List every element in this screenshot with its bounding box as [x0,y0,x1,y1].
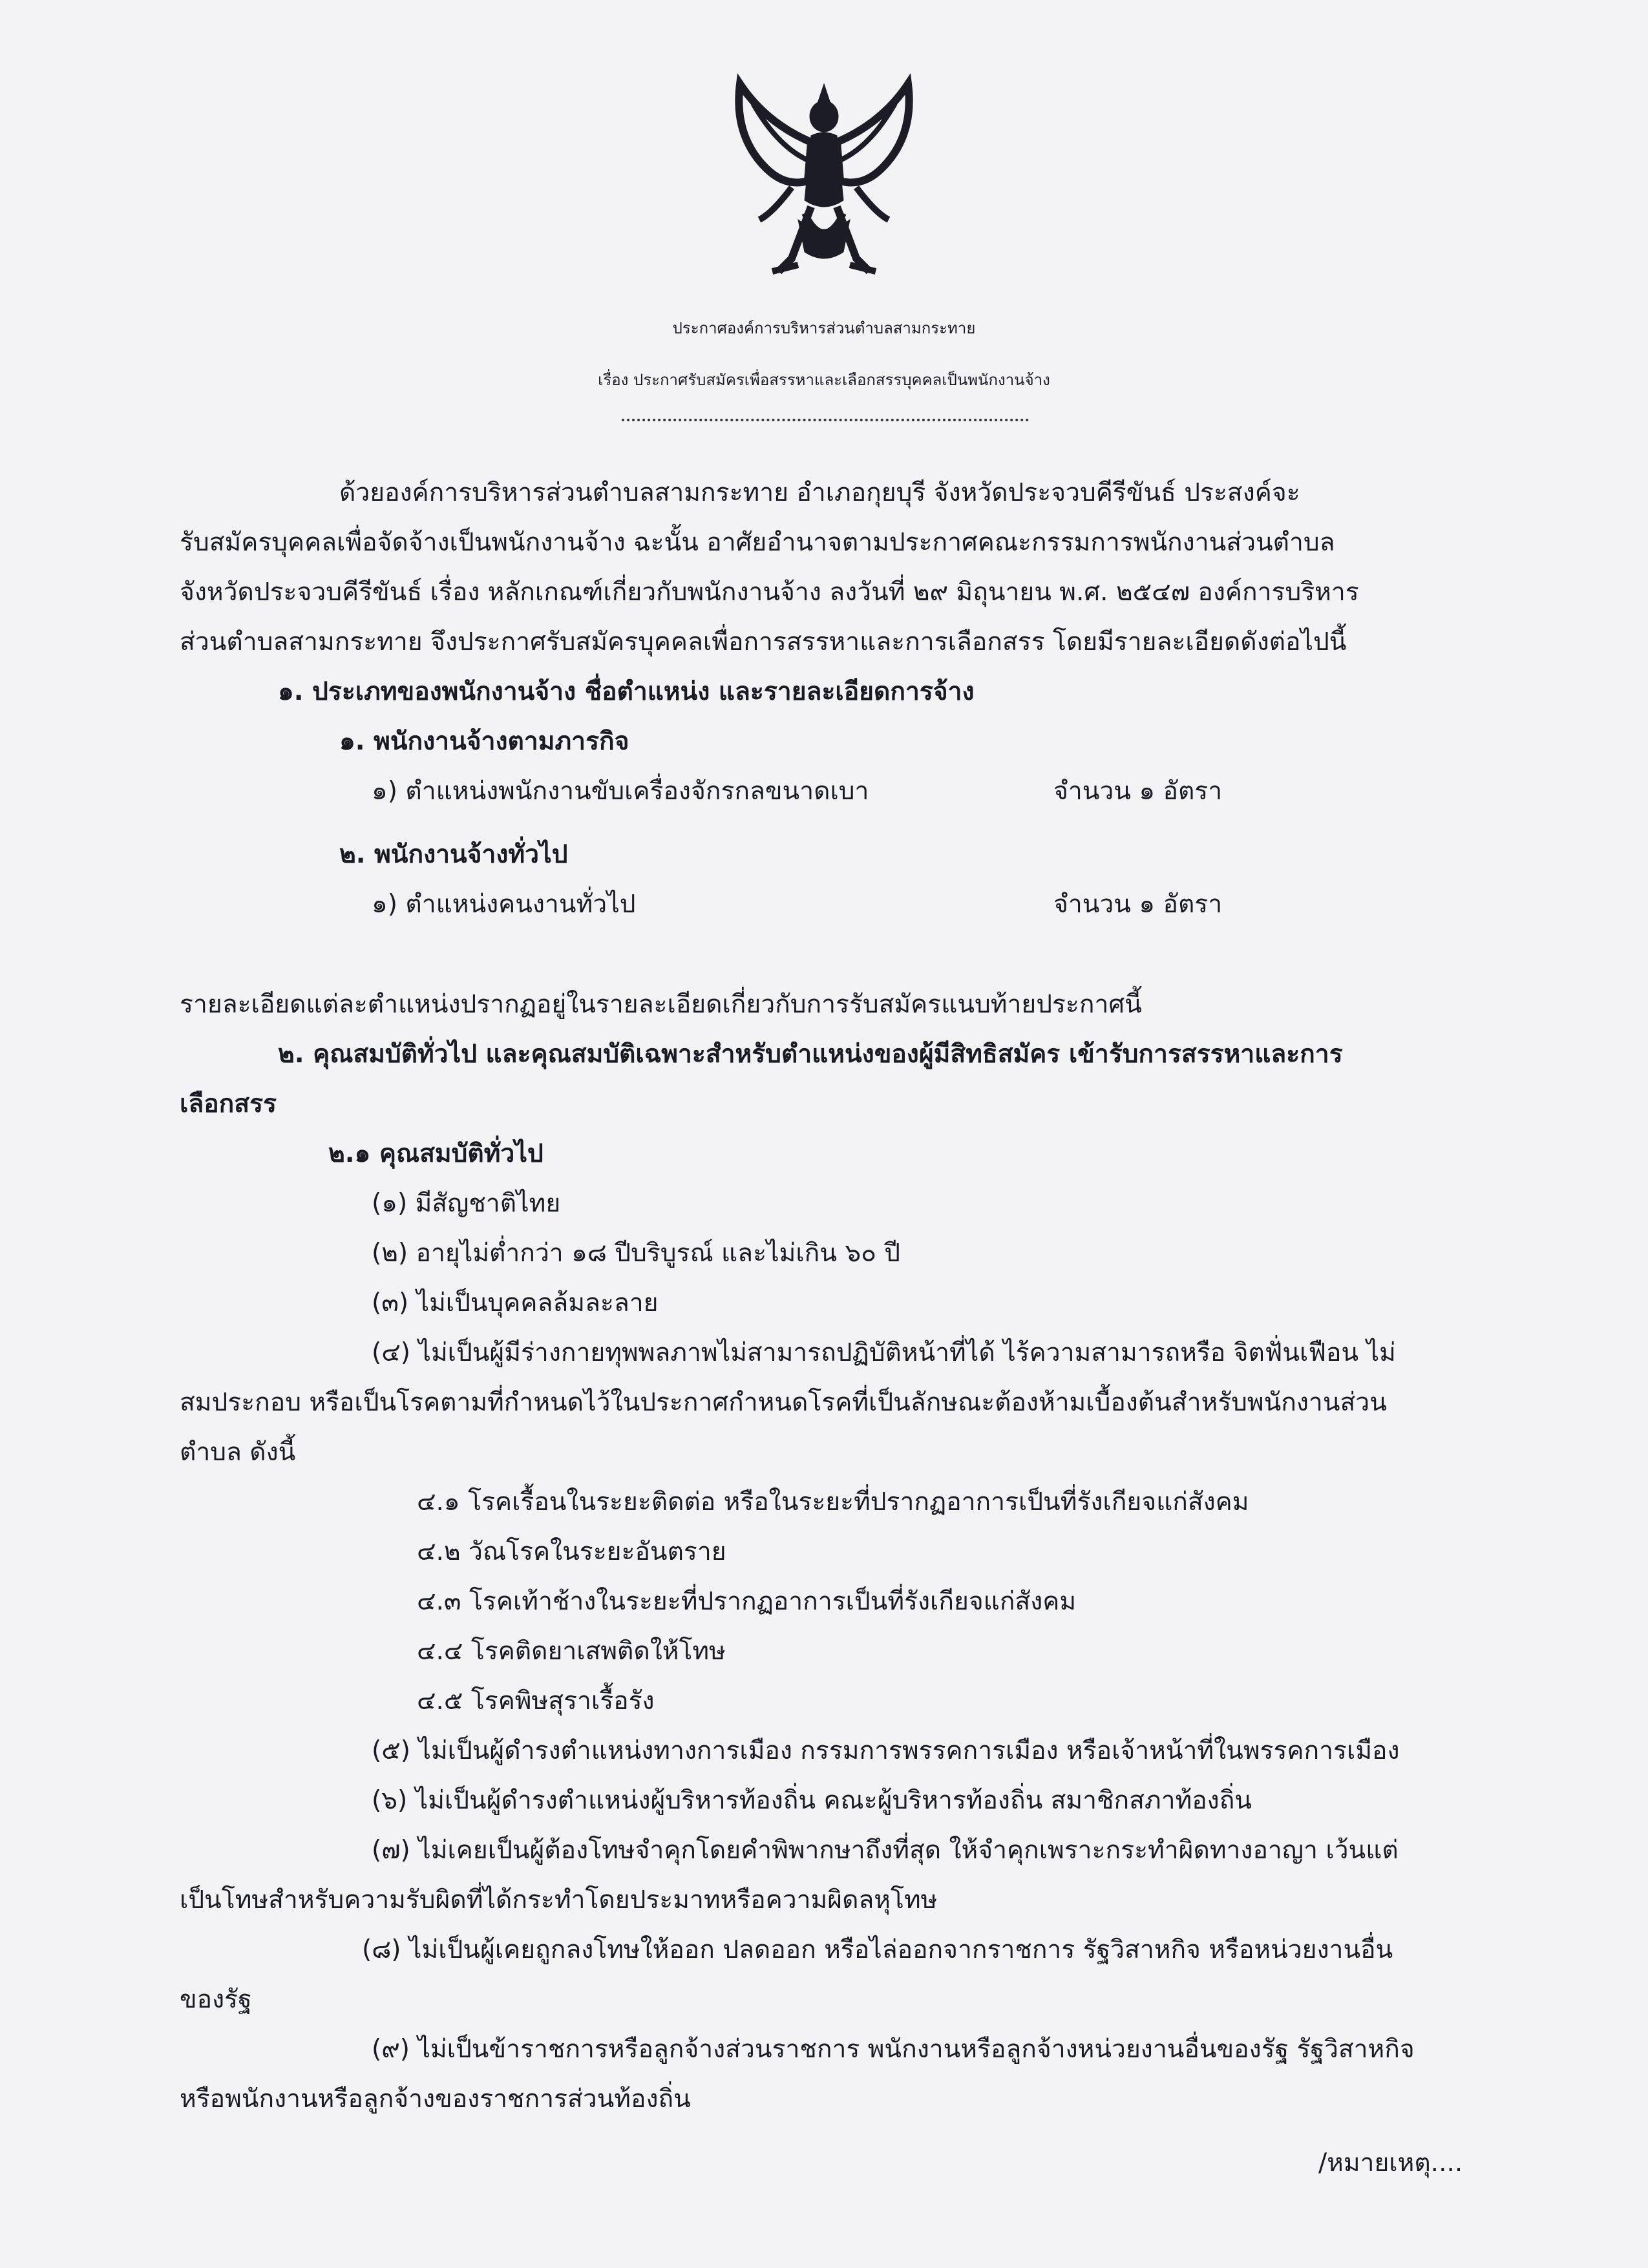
qualification-7-line2: เป็นโทษสำหรับความรับผิดที่ได้กระทำโดยประมาทหรือความผิดลหุโทษ [180,1885,938,1915]
qualification-7-line1: (๗) ไม่เคยเป็นผู้ต้องโทษจำคุกโดยคำพิพากษาถึงที่สุด ให้จำคุกเพราะกระทำผิดทางอาญา เว้นแต่ [372,1836,1399,1865]
continuation-note: /หมายเหตุ.... [1318,2148,1463,2178]
title-divider [622,419,1029,421]
disease-5: ๔.๕ โรคพิษสุราเรื้อรัง [417,1686,655,1716]
qualification-4-line3: ตำบล ดังนี้ [180,1438,296,1467]
section1-heading: ๑. ประเภทของพนักงานจ้าง ชื่อตำแหน่ง และรายละเอียดการจ้าง [278,677,975,706]
group1-count: จำนวน ๑ อัตรา [1053,777,1223,806]
qualification-8-line1: (๘) ไม่เป็นผู้เคยถูกลงโทษให้ออก ปลดออก หรือไล่ออกจากราชการ รัฐวิสาหกิจ หรือหน่วยงานอื่น [362,1935,1393,1964]
qualification-6: (๖) ไม่เป็นผู้ดำรงตำแหน่งผู้บริหารท้องถิ่น คณะผู้บริหารท้องถิ่น สมาชิกสภาท้องถิ่น [372,1786,1252,1815]
qualification-9-line1: (๙) ไม่เป็นข้าราชการหรือลูกจ้างส่วนราชการ พนักงานหรือลูกจ้างหน่วยงานอื่นของรัฐ รัฐวิสาหกิจ [372,2035,1415,2064]
section2-heading-line1: ๒. คุณสมบัติทั่วไป และคุณสมบัติเฉพาะสำหรับตำแหน่งของผู้มีสิทธิสมัคร เข้ารับการสรรหาและการ [278,1040,1343,1069]
qualification-8-line2: ของรัฐ [180,1985,252,2014]
document-subject: เรื่อง ประกาศรับสมัครเพื่อสรรหาและเลือกสรรบุคคลเป็นพนักงานจ้าง [598,371,1050,389]
qualification-2: (๒) อายุไม่ต่ำกว่า ๑๘ ปีบริบูรณ์ และไม่เกิน ๖๐ ปี [372,1239,901,1268]
section2-heading-line2: เลือกสรร [180,1089,277,1118]
qualification-9-line2: หรือพนักงานหรือลูกจ้างของราชการส่วนท้องถิ่น [180,2084,691,2114]
intro-line-4: ส่วนตำบลสามกระทาย จึงประกาศรับสมัครบุคคลเพื่อการสรรหาและการเลือกสรร โดยมีรายละเอียดดังต่อไปนี้ [180,627,1347,656]
disease-2: ๔.๒ วัณโรคในระยะอันตราย [417,1537,726,1566]
group2-count: จำนวน ๑ อัตรา [1053,890,1223,919]
disease-1: ๔.๑ โรคเรื้อนในระยะติดต่อ หรือในระยะที่ปรากฏอาการเป็นที่รังเกียจแก่สังคม [417,1487,1249,1517]
group2-position: ๑) ตำแหน่งคนงานทั่วไป [372,890,636,919]
qualification-4-line1: (๔) ไม่เป็นผู้มีร่างกายทุพพลภาพไม่สามารถปฏิบัติหน้าที่ได้ ไร้ความสามารถหรือ จิตฟั่นเฟือน ไม่ [372,1338,1396,1367]
group1-position: ๑) ตำแหน่งพนักงานขับเครื่องจักรกลขนาดเบา [372,777,869,806]
intro-line-1: ด้วยองค์การบริหารส่วนตำบลสามกระทาย อำเภอกุยบุรี จังหวัดประจวบคีรีขันธ์ ประสงค์จะ [339,478,1300,507]
intro-line-2: รับสมัครบุคคลเพื่อจัดจ้างเป็นพนักงานจ้าง ฉะนั้น อาศัยอำนาจตามประกาศคณะกรรมการพนักงานส่วนตำบล [180,528,1335,557]
group2-heading: ๒. พนักงานจ้างทั่วไป [339,840,568,869]
garuda-emblem-icon [714,58,934,291]
group1-heading: ๑. พนักงานจ้างตามภารกิจ [339,727,629,756]
disease-4: ๔.๔ โรคติดยาเสพติดให้โทษ [417,1637,726,1666]
document-title: ประกาศองค์การบริหารส่วนตำบลสามกระทาย [672,319,976,337]
qualification-3: (๓) ไม่เป็นบุคคลล้มละลาย [372,1288,659,1318]
intro-line-3: จังหวัดประจวบคีรีขันธ์ เรื่อง หลักเกณฑ์เกี่ยวกับพนักงานจ้าง ลงวันที่ ๒๙ มิถุนายน พ.ศ. ๒๕๔๗ องค์การบริหาร [180,578,1359,607]
qualification-4-line2: สมประกอบ หรือเป็นโรคตามที่กำหนดไว้ในประกาศกำหนดโรคที่เป็นลักษณะต้องห้ามเบื้องต้นสำหรับพนักงานส่วน [180,1388,1387,1417]
disease-3: ๔.๓ โรคเท้าช้างในระยะที่ปรากฏอาการเป็นที่รังเกียจแก่สังคม [417,1587,1077,1616]
section2-1-heading: ๒.๑ คุณสมบัติทั่วไป [328,1139,544,1168]
qualification-5: (๕) ไม่เป็นผู้ดำรงตำแหน่งทางการเมือง กรรมการพรรคการเมือง หรือเจ้าหน้าที่ในพรรคการเมือง [372,1736,1400,1765]
qualification-1: (๑) มีสัญชาติไทย [372,1189,561,1218]
details-note: รายละเอียดแต่ละตำแหน่งปรากฏอยู่ในรายละเอียดเกี่ยวกับการรับสมัครแนบท้ายประกาศนี้ [180,990,1142,1019]
